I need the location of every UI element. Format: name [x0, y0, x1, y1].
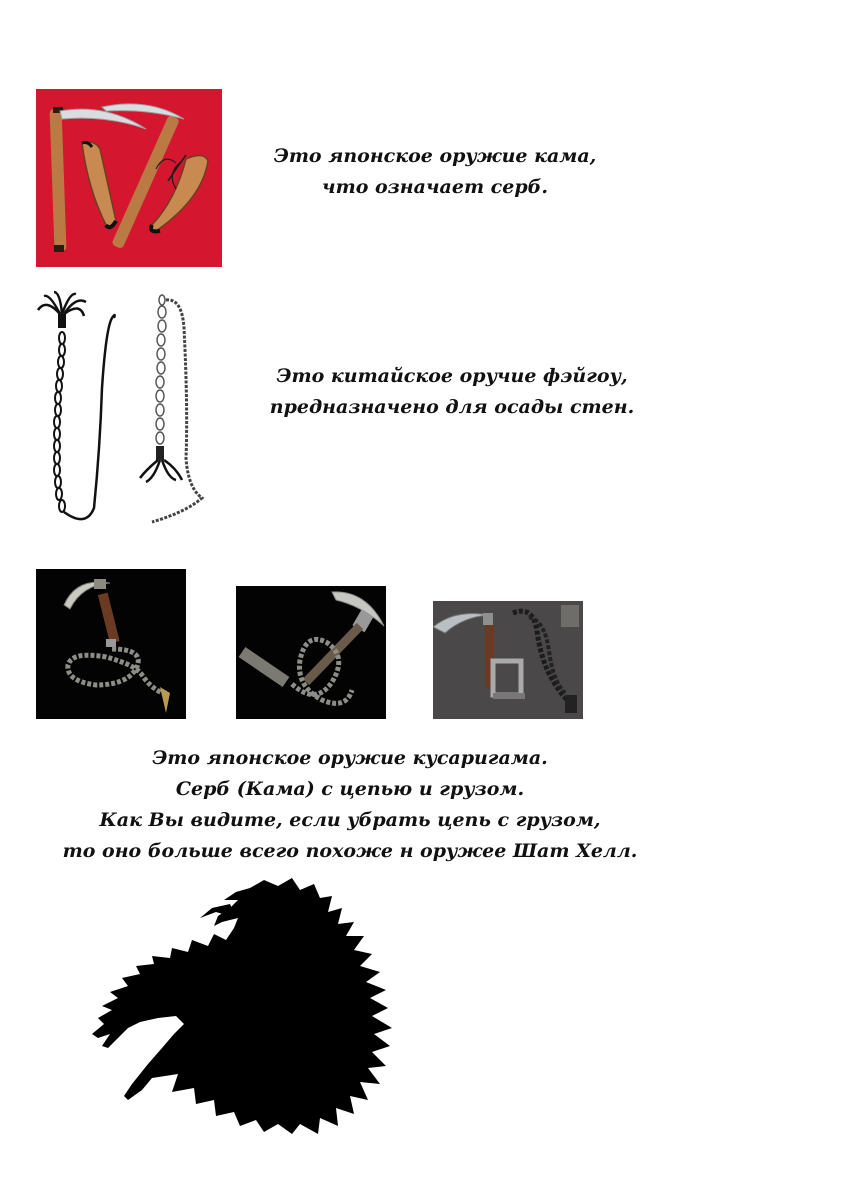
feigou-caption-line-1: Это китайское оручие фэйгоу,: [276, 365, 628, 387]
feigou-caption: [230, 361, 674, 423]
kusarigama-caption-line-3: Как Вы видите, если убрать цепь с грузом,: [99, 809, 601, 831]
feigou-drawing: [36, 288, 212, 530]
kusarigama-caption-line-1: Это японское оружие кусаригама.: [152, 747, 548, 769]
kusarigama-photo-3: [433, 601, 583, 719]
kama-caption: [232, 141, 638, 203]
kama-photo: [36, 89, 222, 267]
kusarigama-photo-1: [36, 569, 186, 719]
shat-hell-silhouette: [88, 878, 408, 1136]
kusarigama-caption: [20, 743, 680, 867]
kama-caption-line-2: что означает серб.: [322, 176, 548, 198]
kama-caption-line-1: Это японское оружие кама,: [273, 145, 597, 167]
kusarigama-photo-2: [236, 586, 386, 719]
feigou-caption-line-2: предназначено для осады стен.: [269, 396, 635, 418]
kusarigama-caption-line-2: Серб (Кама) с цепью и грузом.: [175, 778, 525, 800]
kusarigama-caption-line-4: то оно больше всего похоже н оружее Шат Хелл.: [62, 840, 638, 862]
